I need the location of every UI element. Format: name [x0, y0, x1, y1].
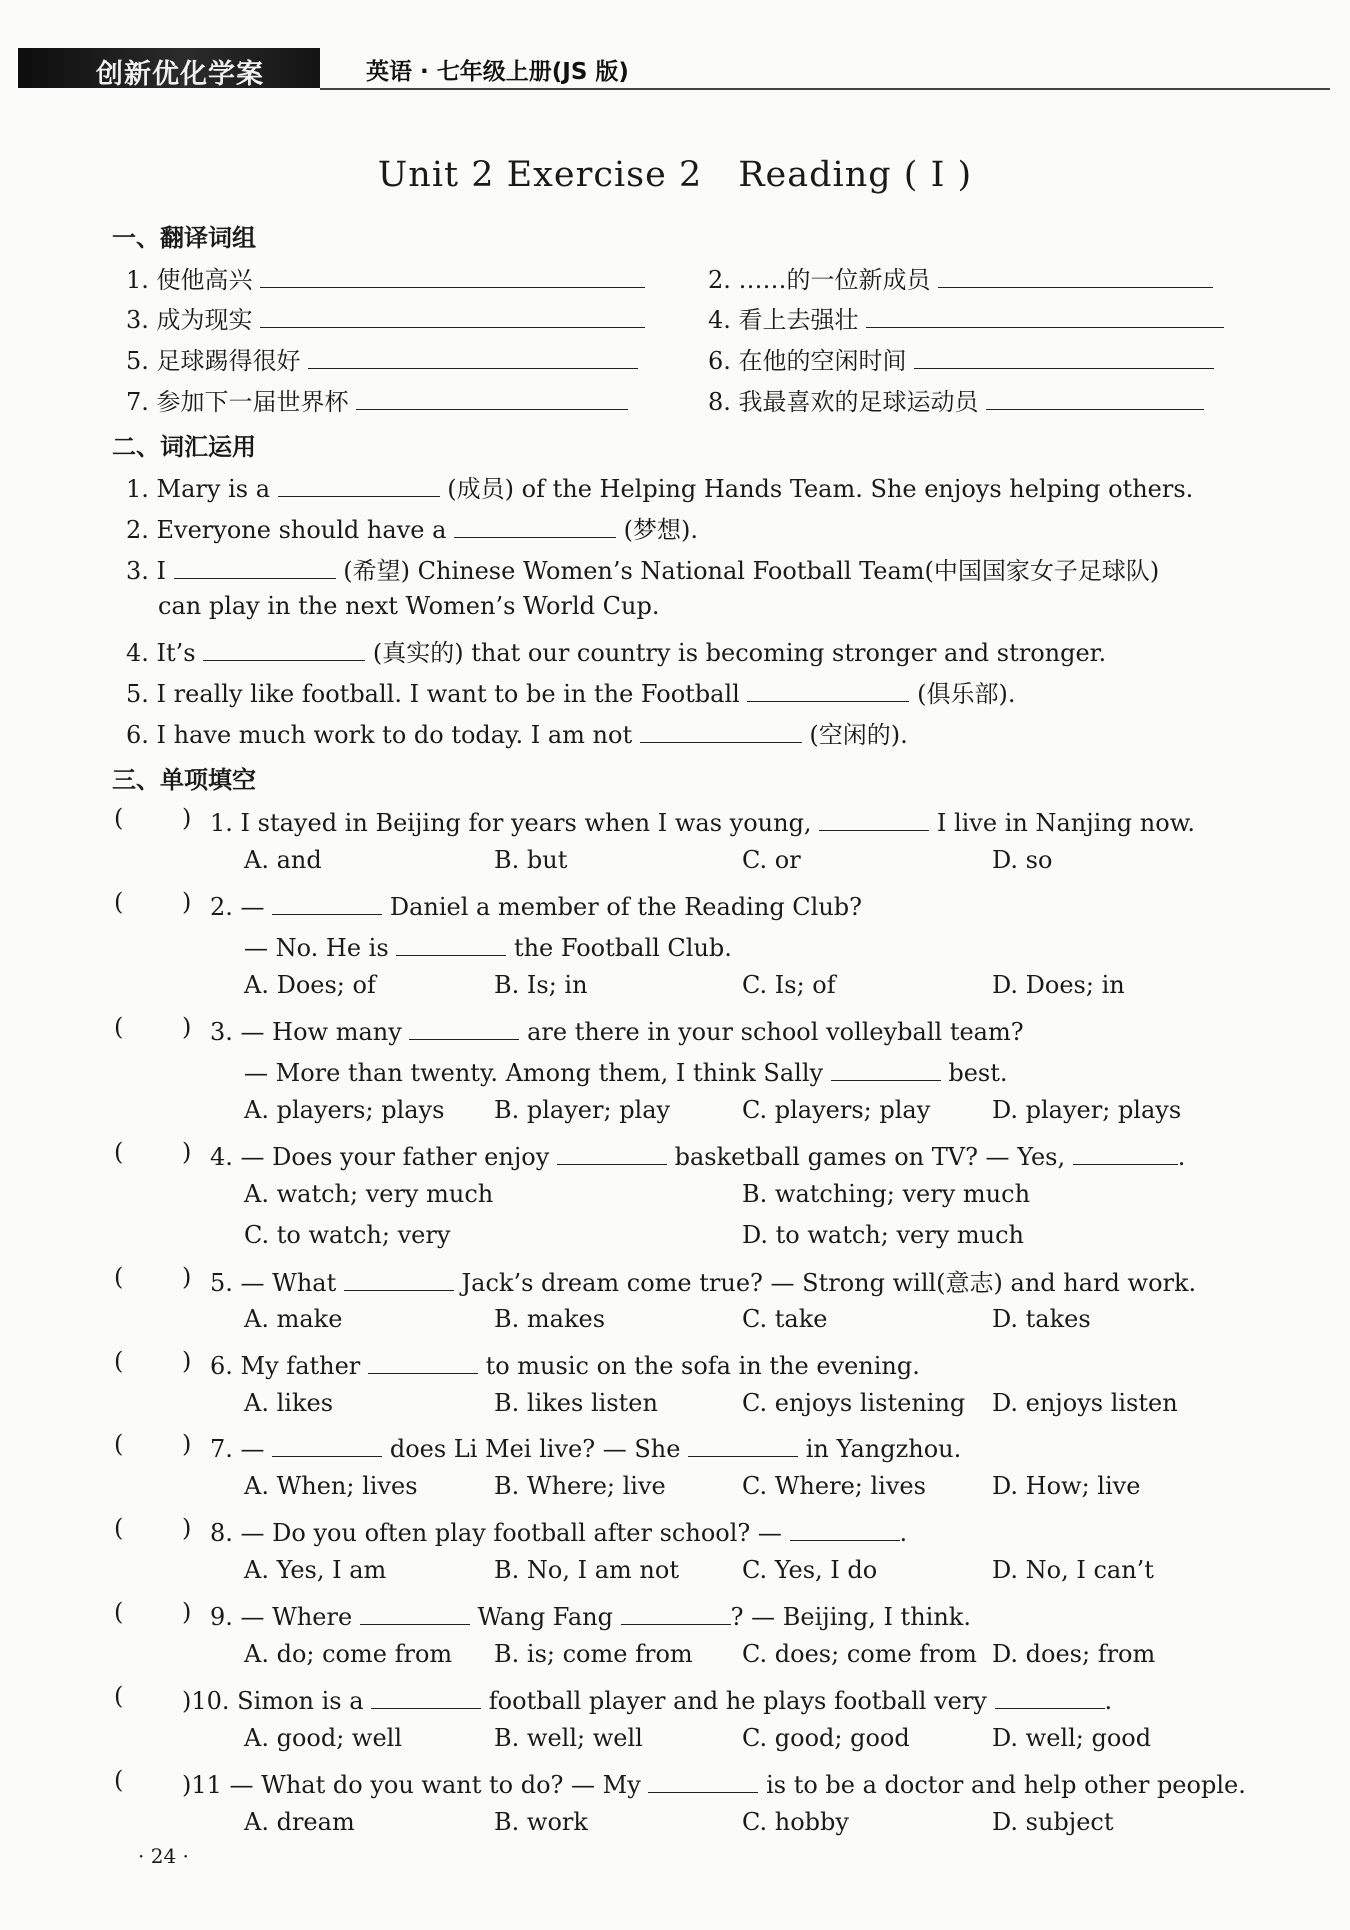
option-b[interactable]: B. is; come from: [494, 1640, 693, 1668]
answer-blank[interactable]: [914, 342, 1214, 369]
translate-item-8: 8. 我最喜欢的足球运动员: [708, 382, 1204, 417]
header-brand: 创新优化学案: [96, 59, 264, 90]
option-b[interactable]: B. well; well: [494, 1724, 643, 1752]
section-heading-translate: 一、翻译词组: [112, 224, 256, 252]
answer-blank[interactable]: [272, 888, 382, 915]
option-c[interactable]: C. Yes, I do: [742, 1556, 878, 1584]
page-title: Unit 2 Exercise 2 Reading ( Ⅰ ): [377, 155, 973, 195]
translate-item-4: 4. 看上去强壮: [708, 300, 1224, 335]
answer-paren-close: ): [182, 804, 192, 832]
answer-blank[interactable]: [688, 1430, 798, 1457]
answer-blank[interactable]: [819, 804, 929, 831]
mc-question-6: 6. My father to music on the sofa in the evening.: [210, 1347, 920, 1380]
answer-blank[interactable]: [260, 261, 645, 288]
option-d[interactable]: D. well; good: [992, 1724, 1152, 1752]
answer-blank[interactable]: [790, 1514, 900, 1541]
answer-paren-open: (: [114, 1682, 124, 1710]
option-d[interactable]: D. to watch; very much: [742, 1221, 1025, 1249]
option-d[interactable]: D. does; from: [992, 1640, 1156, 1668]
option-a[interactable]: A. make: [244, 1305, 343, 1333]
option-a[interactable]: A. dream: [244, 1808, 355, 1836]
option-b[interactable]: B. watching; very much: [742, 1180, 1031, 1208]
option-c[interactable]: C. does; come from: [742, 1640, 977, 1668]
answer-blank[interactable]: [1073, 1138, 1178, 1165]
answer-blank[interactable]: [621, 1598, 731, 1625]
option-a[interactable]: A. players; plays: [244, 1096, 445, 1124]
translate-item-3: 3. 成为现实: [126, 300, 645, 335]
option-b[interactable]: B. No, I am not: [494, 1556, 679, 1584]
option-a[interactable]: A. do; come from: [244, 1640, 453, 1668]
option-c[interactable]: C. enjoys listening: [742, 1389, 966, 1417]
option-b[interactable]: B. likes listen: [494, 1389, 658, 1417]
answer-paren-open: (: [114, 1013, 124, 1041]
mc-question-2: 2. — Daniel a member of the Reading Club?: [210, 888, 862, 921]
option-c[interactable]: C. or: [742, 846, 801, 874]
option-a[interactable]: A. Does; of: [244, 971, 376, 999]
answer-blank[interactable]: [174, 552, 336, 579]
vocab-question-3: 3. I (希望) Chinese Women’s National Football Team(中国国家女子足球队): [126, 551, 1159, 586]
option-b[interactable]: B. player; play: [494, 1096, 671, 1124]
answer-paren-open: (: [114, 1263, 124, 1291]
mc-question-2-reply: — No. He is the Football Club.: [244, 929, 732, 962]
option-c[interactable]: C. players; play: [742, 1096, 931, 1124]
answer-paren-open: (: [114, 1598, 124, 1626]
translate-item-6: 6. 在他的空闲时间: [708, 341, 1214, 376]
answer-blank[interactable]: [371, 1682, 481, 1709]
mc-question-8: 8. — Do you often play football after school? — .: [210, 1514, 907, 1547]
answer-blank[interactable]: [995, 1682, 1105, 1709]
answer-blank[interactable]: [360, 1598, 470, 1625]
option-d[interactable]: D. player; plays: [992, 1096, 1182, 1124]
option-d[interactable]: D. subject: [992, 1808, 1114, 1836]
page-number: · 24 ·: [138, 1844, 189, 1868]
option-a[interactable]: A. When; lives: [244, 1472, 418, 1500]
option-d[interactable]: D. Does; in: [992, 971, 1125, 999]
answer-blank[interactable]: [308, 342, 638, 369]
translate-item-7: 7. 参加下一届世界杯: [126, 382, 628, 417]
option-d[interactable]: D. How; live: [992, 1472, 1141, 1500]
option-d[interactable]: D. enjoys listen: [992, 1389, 1178, 1417]
header-subject: 英语 · 七年级上册(JS 版): [366, 59, 629, 85]
answer-blank[interactable]: [986, 383, 1204, 410]
option-a[interactable]: A. likes: [244, 1389, 334, 1417]
answer-blank[interactable]: [272, 1430, 382, 1457]
mc-question-9: 9. — Where Wang Fang ? — Beijing, I think.: [210, 1598, 971, 1631]
mc-question-1: 1. I stayed in Beijing for years when I was young, I live in Nanjing now.: [210, 804, 1195, 837]
section-heading-multiple-choice: 三、单项填空: [112, 766, 256, 794]
option-c[interactable]: C. Where; lives: [742, 1472, 926, 1500]
answer-blank[interactable]: [454, 511, 616, 538]
option-c[interactable]: C. to watch; very: [244, 1221, 451, 1249]
option-b[interactable]: B. Where; live: [494, 1472, 666, 1500]
answer-paren-close: ): [182, 1598, 192, 1626]
option-a[interactable]: A. watch; very much: [244, 1180, 494, 1208]
answer-blank[interactable]: [356, 383, 628, 410]
mc-question-3: 3. — How many are there in your school volleyball team?: [210, 1013, 1024, 1046]
answer-paren-open: (: [114, 1347, 124, 1375]
mc-question-11: )11 — What do you want to do? — My is to be a doctor and help other people.: [182, 1766, 1246, 1799]
vocab-question-1: 1. Mary is a (成员) of the Helping Hands Team. She enjoys helping others.: [126, 469, 1193, 504]
answer-paren-close: ): [182, 1347, 192, 1375]
option-a[interactable]: A. good; well: [244, 1724, 403, 1752]
answer-paren-close: ): [182, 1138, 192, 1166]
answer-blank[interactable]: [344, 1264, 454, 1291]
option-b[interactable]: B. but: [494, 846, 568, 874]
answer-paren-open: (: [114, 1766, 124, 1794]
option-b[interactable]: B. makes: [494, 1305, 606, 1333]
answer-paren-open: (: [114, 1138, 124, 1166]
vocab-question-4: 4. It’s (真实的) that our country is becoming stronger and stronger.: [126, 633, 1106, 668]
answer-paren-close: ): [182, 1430, 192, 1458]
answer-blank[interactable]: [409, 1013, 519, 1040]
option-c[interactable]: C. good; good: [742, 1724, 910, 1752]
mc-question-10: )10. Simon is a football player and he plays football very .: [182, 1682, 1112, 1715]
answer-blank[interactable]: [260, 301, 645, 328]
option-c[interactable]: C. Is; of: [742, 971, 836, 999]
header-rule: [320, 88, 1330, 90]
answer-blank[interactable]: [866, 301, 1224, 328]
answer-paren-open: (: [114, 888, 124, 916]
vocab-question-3-continued: can play in the next Women’s World Cup.: [158, 592, 660, 620]
vocab-question-6: 6. I have much work to do today. I am not (空闲的).: [126, 715, 908, 750]
option-a[interactable]: A. Yes, I am: [244, 1556, 387, 1584]
mc-question-7: 7. — does Li Mei live? — She in Yangzhou.: [210, 1430, 961, 1463]
answer-paren-close: ): [182, 1263, 192, 1291]
mc-question-3-reply: — More than twenty. Among them, I think Sally best.: [244, 1054, 1008, 1087]
option-d[interactable]: D. No, I can’t: [992, 1556, 1154, 1584]
vocab-question-5: 5. I really like football. I want to be in the Football (俱乐部).: [126, 674, 1015, 709]
answer-blank[interactable]: [831, 1054, 941, 1081]
answer-blank[interactable]: [938, 261, 1213, 288]
answer-blank[interactable]: [747, 675, 909, 702]
section-heading-vocabulary: 二、词汇运用: [112, 433, 256, 461]
answer-blank[interactable]: [278, 470, 440, 497]
option-c[interactable]: C. take: [742, 1305, 828, 1333]
option-b[interactable]: B. work: [494, 1808, 588, 1836]
translate-item-5: 5. 足球踢得很好: [126, 341, 638, 376]
answer-paren-open: (: [114, 1430, 124, 1458]
answer-blank[interactable]: [648, 1766, 758, 1793]
option-a[interactable]: A. and: [244, 846, 322, 874]
answer-paren-close: ): [182, 1514, 192, 1542]
answer-blank[interactable]: [640, 716, 802, 743]
vocab-question-2: 2. Everyone should have a (梦想).: [126, 510, 698, 545]
answer-blank[interactable]: [203, 634, 365, 661]
mc-question-4: 4. — Does your father enjoy basketball games on TV? — Yes, .: [210, 1138, 1185, 1171]
option-b[interactable]: B. Is; in: [494, 971, 588, 999]
answer-blank[interactable]: [368, 1347, 478, 1374]
translate-item-1: 1. 使他高兴: [126, 260, 645, 295]
option-d[interactable]: D. takes: [992, 1305, 1091, 1333]
answer-paren-open: (: [114, 804, 124, 832]
translate-item-2: 2. ……的一位新成员: [708, 260, 1213, 295]
answer-paren-open: (: [114, 1514, 124, 1542]
answer-blank[interactable]: [557, 1138, 667, 1165]
answer-paren-close: ): [182, 888, 192, 916]
option-d[interactable]: D. so: [992, 846, 1053, 874]
mc-question-5: 5. — What Jack’s dream come true? — Strong will(意志) and hard work.: [210, 1263, 1196, 1298]
option-c[interactable]: C. hobby: [742, 1808, 849, 1836]
answer-blank[interactable]: [396, 929, 506, 956]
answer-paren-close: ): [182, 1013, 192, 1041]
